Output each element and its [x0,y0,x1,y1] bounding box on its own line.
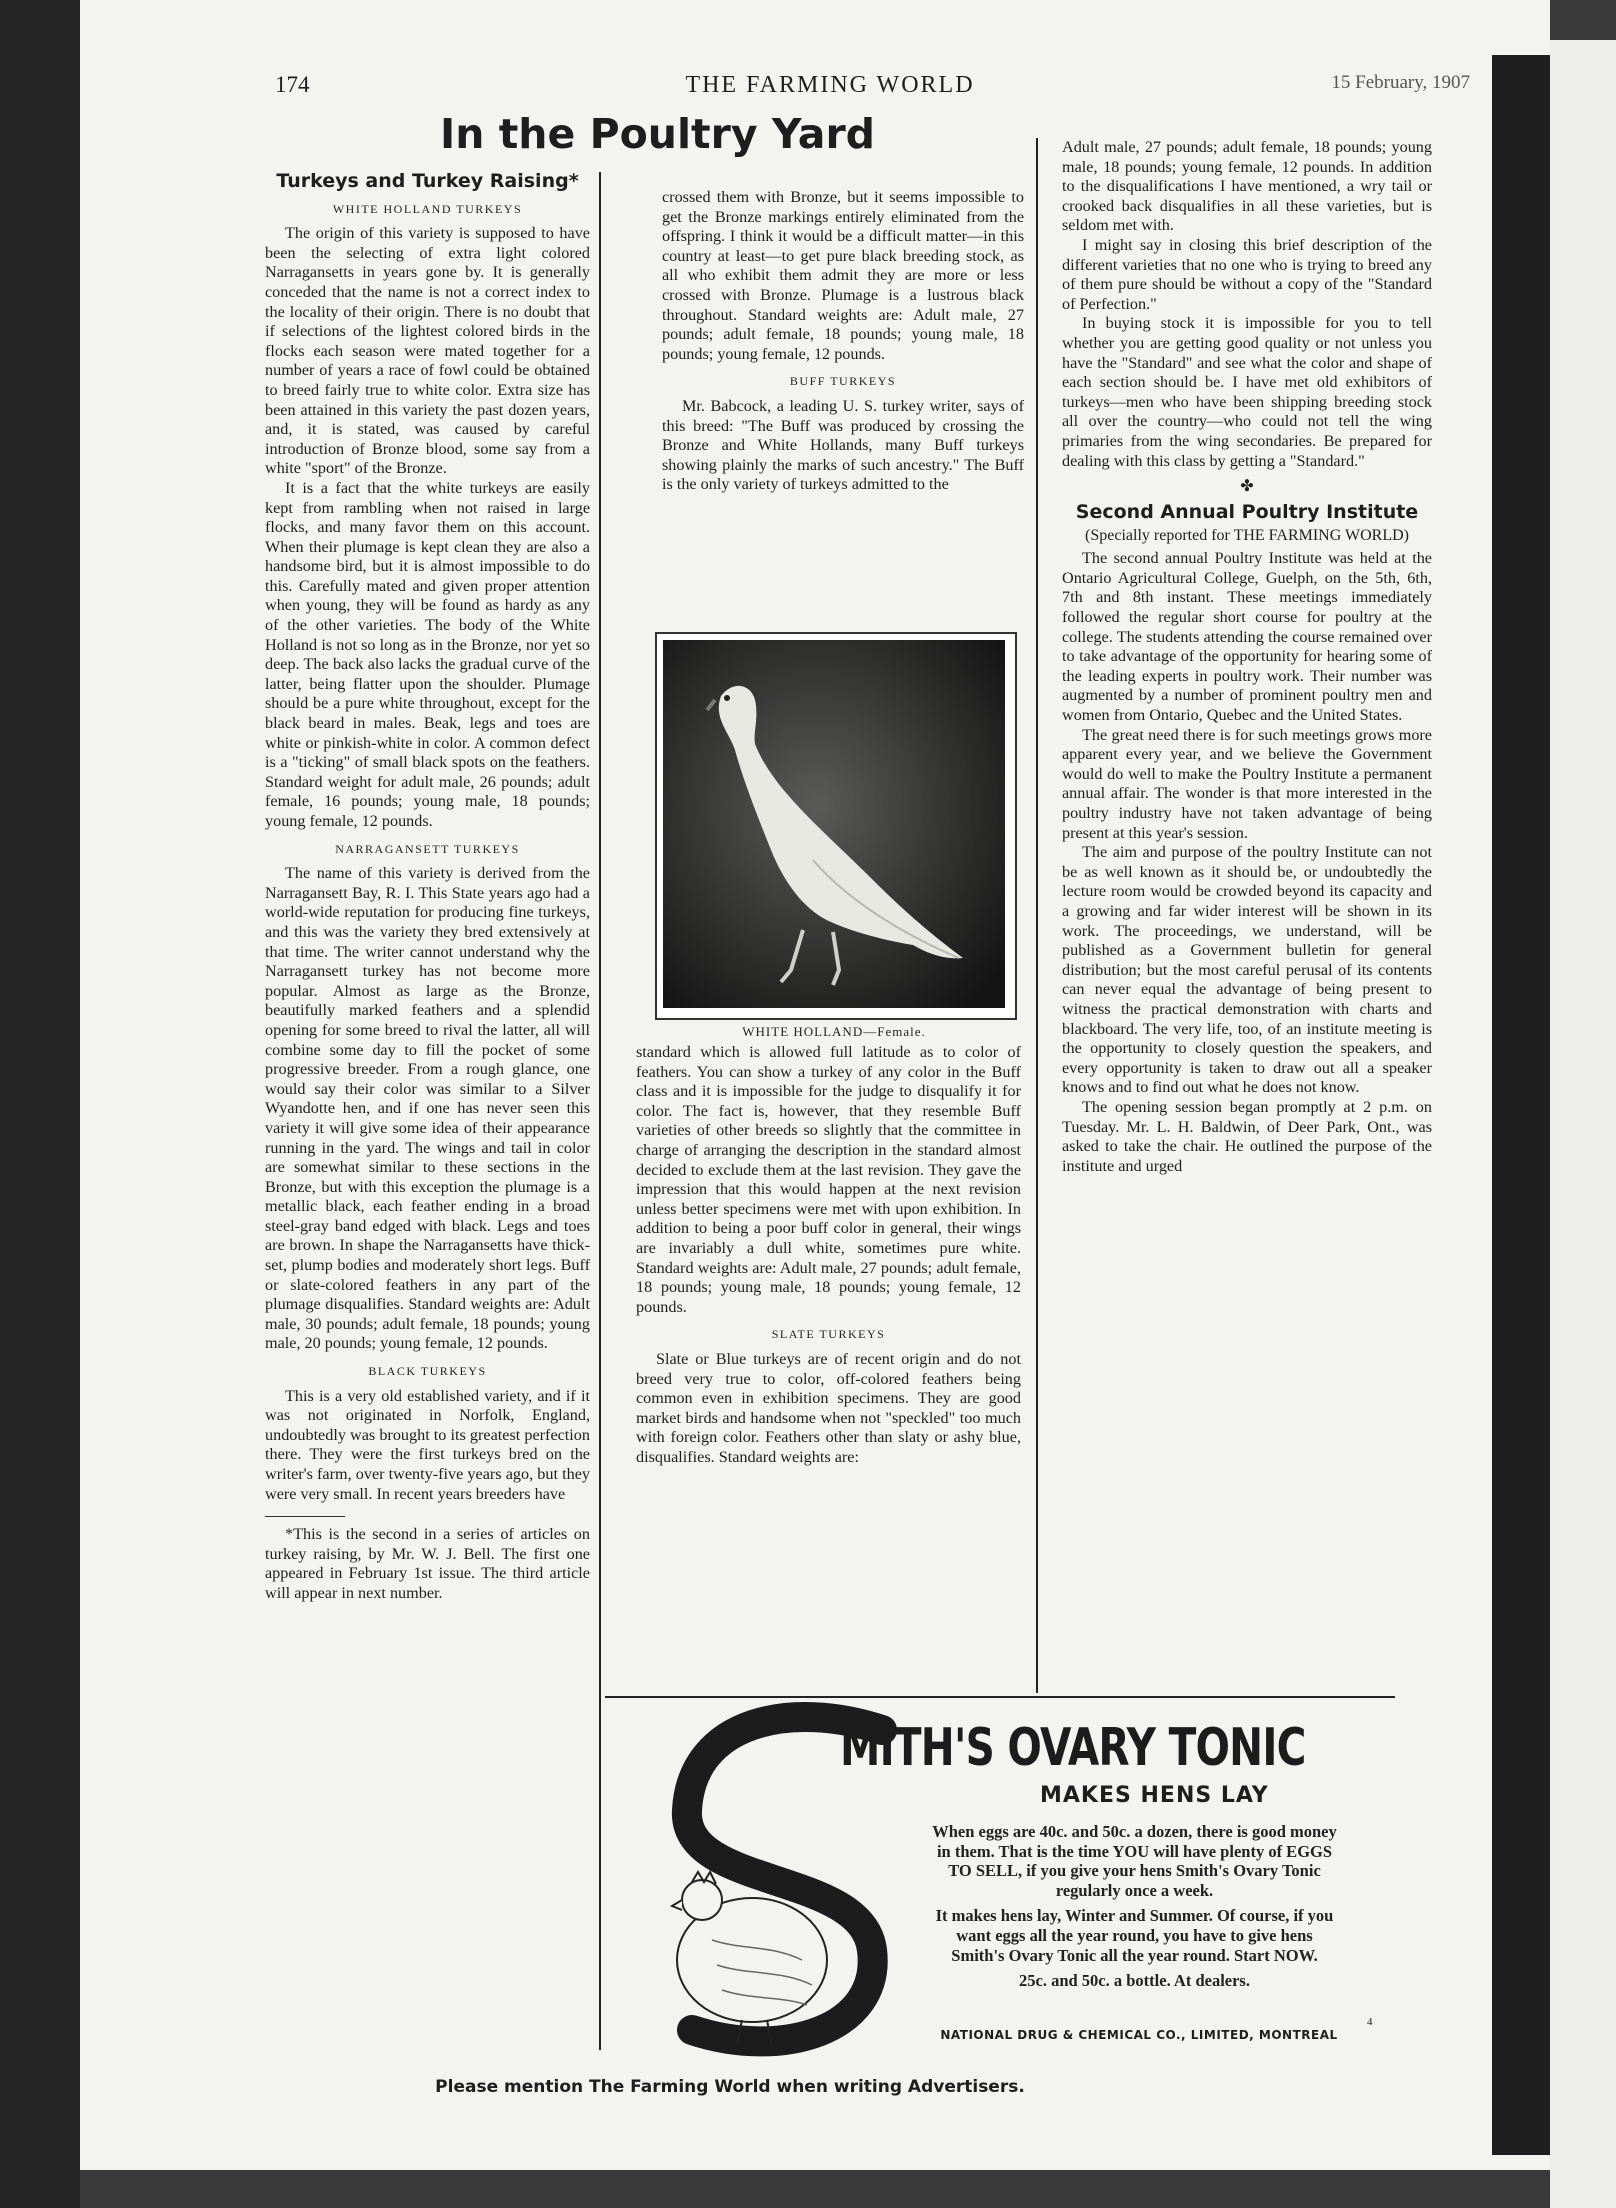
institute-title: Second Annual Poultry Institute [1075,500,1419,523]
subhead-buff-turkeys: BUFF TURKEYS [789,374,897,389]
institute-subtitle: (Specially reported for THE FARMING WORLD) [1085,527,1409,545]
footnote: *This is the second in a series of articles on turkey raising, by Mr. W. J. Bell. The first one appeared in February 1st issue. The third article will appear in next number. [265,1525,590,1602]
book-spine [0,0,80,2208]
column-3 [1062,138,1432,1176]
footer-note: Please mention The Farming World when writing Advertisers. [435,2077,1025,2097]
footnote-rule [265,1516,345,1525]
running-header [190,72,1470,102]
subhead-narragansett: NARRAGANSETT TURKEYS [335,841,520,856]
paragraph: Slate or Blue turkeys are of recent origin and do not breed very true to color, off-colored feathers being common even in exhibition specimens. They are good market birds and handsome when not "speckled" too much with foreign color. Feathers other than slaty or ashy blue, disqualifies. Standard weights are: [636,1349,1021,1466]
photo-caption: WHITE HOLLAND—Female. [742,1024,926,1039]
paragraph: The opening session began promptly at 2 p.m. on Tuesday. Mr. L. H. Baldwin, of Deer Park, Ont., was asked to take the chair. He outlined the purpose of the institute and urged [1062,1097,1432,1175]
column-rule-1 [599,172,601,2050]
paragraph: The name of this variety is derived from the Narragansett Bay, R. I. This State years ago had a world-wide reputation for producing fine turkeys, and this was the variety they bred extensively at that time. The writer cannot understand why the Narragansett turkey has not become more popular. Almost as large as the Bronze, beautifully marked feathers and a splendid opening for some breed to rival the latter, all will combine some day to fill the pocket of some progressive breeder. From a rough glance, one would say their color was similar to a Silver Wyandotte hen, and if one has never seen this variety it will give some idea of their appearance running in the yard. The wings and tail in color are somewhat similar to these sections in the Bronze, but with this exception the plumage is a metallic black, each feather ending in a broad steel-gray band edged with black. Legs and toes are brown. In shape the Narragansetts have thick-set, plump bodies and moderately short legs. Buff or slate-colored feathers in any part of the plumage disqualifies. Standard weights are: Adult male, 30 pounds; adult female, 18 pounds; young male, 20 pounds; young female, 12 pounds. [265,864,590,1353]
ad-subtitle: MAKES HENS LAY [1040,1783,1269,1808]
journal-title: THE FARMING WORLD [685,72,975,98]
page-number: 174 [275,72,310,97]
column-1 [265,172,590,1604]
paragraph: standard which is allowed full latitude as to color of feathers. You can show a turkey of any color in the Buff class and it is impossible for the judge to disqualify it for color. The fact is, however, that they resemble Buff varieties of other breeds so slightly that the committee in charge of arranging the description in the standard almost decided to exclude them at the last revision. They gave the impression that this would happen at the next revision unless better specimens were met with upon exhibition. In addition to being a poor buff color in general, their wings are invariably a dull white, sometimes pure white. Standard weights are: Adult male, 27 pounds; adult female, 18 pounds; young male, 18 pounds; young female, 12 pounds. [636,1043,1021,1316]
paragraph: Mr. Babcock, a leading U. S. turkey writer, says of this breed: "The Buff was produced by crossing the Bronze and White Hollands, many Buff turkeys showing plainly the marks of such ancestry." The Buff is the only variety of turkeys admitted to the [662,396,1024,494]
ornament-icon: ✤ [1240,478,1254,496]
ad-title: MITH'S OVARY TONIC [840,1718,1306,1778]
section-title: In the Poultry Yard [439,110,876,158]
column-2-bottom [636,1043,1021,1467]
paragraph: The great need there is for such meetings grows more apparent every year, and we believe the Government would do well to make the Poultry Institute a permanent annual affair. The wonder is that more interested in the poultry industry have not taken advantage of being present at this year's session. [1062,725,1432,842]
paragraph: In buying stock it is impossible for you to tell whether you are getting good quality or not unless you have the "Standard" and see what the color and shape of each section should be. I have met old exhibitors of turkeys—men who have been shipping breeding stock all over the country—who could not tell the wing primaries from the wing secondaries. Be prepared for dealing with this class by getting a "Standard." [1062,314,1432,470]
paragraph: I might say in closing this brief description of the different varieties that no one who is trying to breed any of them pure should be without a copy of the "Standard of Perfection." [1062,235,1432,313]
subhead-black-turkeys: BLACK TURKEYS [368,1364,487,1379]
article-title: Turkeys and Turkey Raising* [276,170,579,192]
paragraph: The second annual Poultry Institute was held at the Ontario Agricultural College, Guelph, on the 5th, 6th, 7th and 8th instant. These meetings immediately followed the regular short course for poultry at the college. The students attending the course remained over to take advantage of the opportunity for hearing some of the leading experts in poultry work. Their number was augmented by a number of prominent poultry men and women from Ontario, Quebec and the United States. [1062,549,1432,725]
white-holland-turkey-image [663,640,1005,1008]
ad-price: 25c. and 50c. a bottle. At dealers. [1019,1971,1250,1991]
issue-date: 15 February, 1907 [1331,72,1470,93]
ovary-tonic-advertisement [632,1700,1392,2075]
ad-company: NATIONAL DRUG & CHEMICAL CO., LIMITED, MONTREAL [940,2028,1338,2042]
column-2-top [662,188,1024,495]
paragraph: The aim and purpose of the poultry Institute can not be as well known as it should be, or undoubtedly the lecture room would be crowded beyond its capacity and a growing and far wider interest will be shown in its work. The proceedings, we understand, will be published as a Government bulletin for general distribution; but the most careful perusal of its contents can never equal the advantage of being present to witness the practical demonstration with charts and blackboard. The very life, too, of an institute meeting is the opportunity to closely question the speakers, and every opportunity is taken to draw out all a speaker knows and to find out what he does not know. [1062,843,1432,1097]
ad-mark: 4 [1367,2016,1373,2028]
next-page-edge [1550,40,1616,2208]
column-rule-2 [1036,138,1038,1693]
page-gutter-shadow [1492,55,1550,2155]
paragraph: crossed them with Bronze, but it seems impossible to get the Bronze markings entirely eliminated from the offspring. I think it would be a difficult matter—in this country at least—to get pure black breeding stock, as all who exhibit them admit they are more or less crossed with Bronze. Plumage is a lustrous black throughout. Standard weights are: Adult male, 27 pounds; adult female, 18 pounds; young male, 18 pounds; young female, 12 pounds. [662,188,1024,363]
ad-body [932,1822,1337,1997]
subhead-white-holland: WHITE HOLLAND TURKEYS [332,201,523,216]
paragraph: Adult male, 27 pounds; adult female, 18 pounds; young male, 18 pounds; young female, 12 pounds. In addition to the disqualifications I have mentioned, a wry tail or crooked back disqualifies in all these varieties, but is seldom met with. [1062,138,1432,235]
ad-paragraph: When eggs are 40c. and 50c. a dozen, there is good money in them. That is the time YOU will have plenty of EGGS TO SELL, if you give your hens Smith's Ovary Tonic regularly once a week. [932,1822,1337,1900]
turkey-photo [655,632,1017,1020]
subhead-slate-turkeys: SLATE TURKEYS [771,1327,886,1342]
paragraph: It is a fact that the white turkeys are easily kept from rambling when not raised in large flocks, and many favor them on this account. When their plumage is kept clean they are also a handsome bird, but it is almost impossible to do this. Carefully mated and given proper attention when young, they will be found as hardy as any of the other varieties. The body of the White Holland is not so long as in the Bronze, nor yet so deep. The back also lacks the gradual curve of the latter, being flatter upon the shoulder. Plumage should be a pure white throughout, except for the black beard in males. Beak, legs and toes are white or pinkish-white in color. A common defect is a "ticking" of small black spots on the feathers. Standard weight for adult male, 26 pounds; adult female, 16 pounds; young male, 18 pounds; young female, 12 pounds. [265,478,590,830]
ad-top-rule [605,1696,1395,1698]
paragraph: This is a very old established variety, and if it was not originated in Norfolk, England, undoubtedly was brought to its greatest perfection there. They were the first turkeys bred on the writer's farm, over twenty-five years ago, but they were very small. In recent years breeders have [265,1386,590,1503]
ad-paragraph: It makes hens lay, Winter and Summer. Of course, if you want eggs all the year round, you have to give hens Smith's Ovary Tonic all the year round. Start NOW. [935,1906,1334,1965]
paragraph: The origin of this variety is supposed to have been the selecting of extra light colored Narragansetts in years gone by. It is generally conceded that the name is not a correct index to the locality of their origin. There is no doubt that if selections of the lightest colored birds in the flocks each season were mated together for a number of years a race of fowl could be obtained to breed fairly true to white color. Extra size has been attained in this variety the past dozen years, and, it is stated, was caused by careful introduction of Bronze blood, some say from a white "sport" of the Bronze. [265,224,590,478]
